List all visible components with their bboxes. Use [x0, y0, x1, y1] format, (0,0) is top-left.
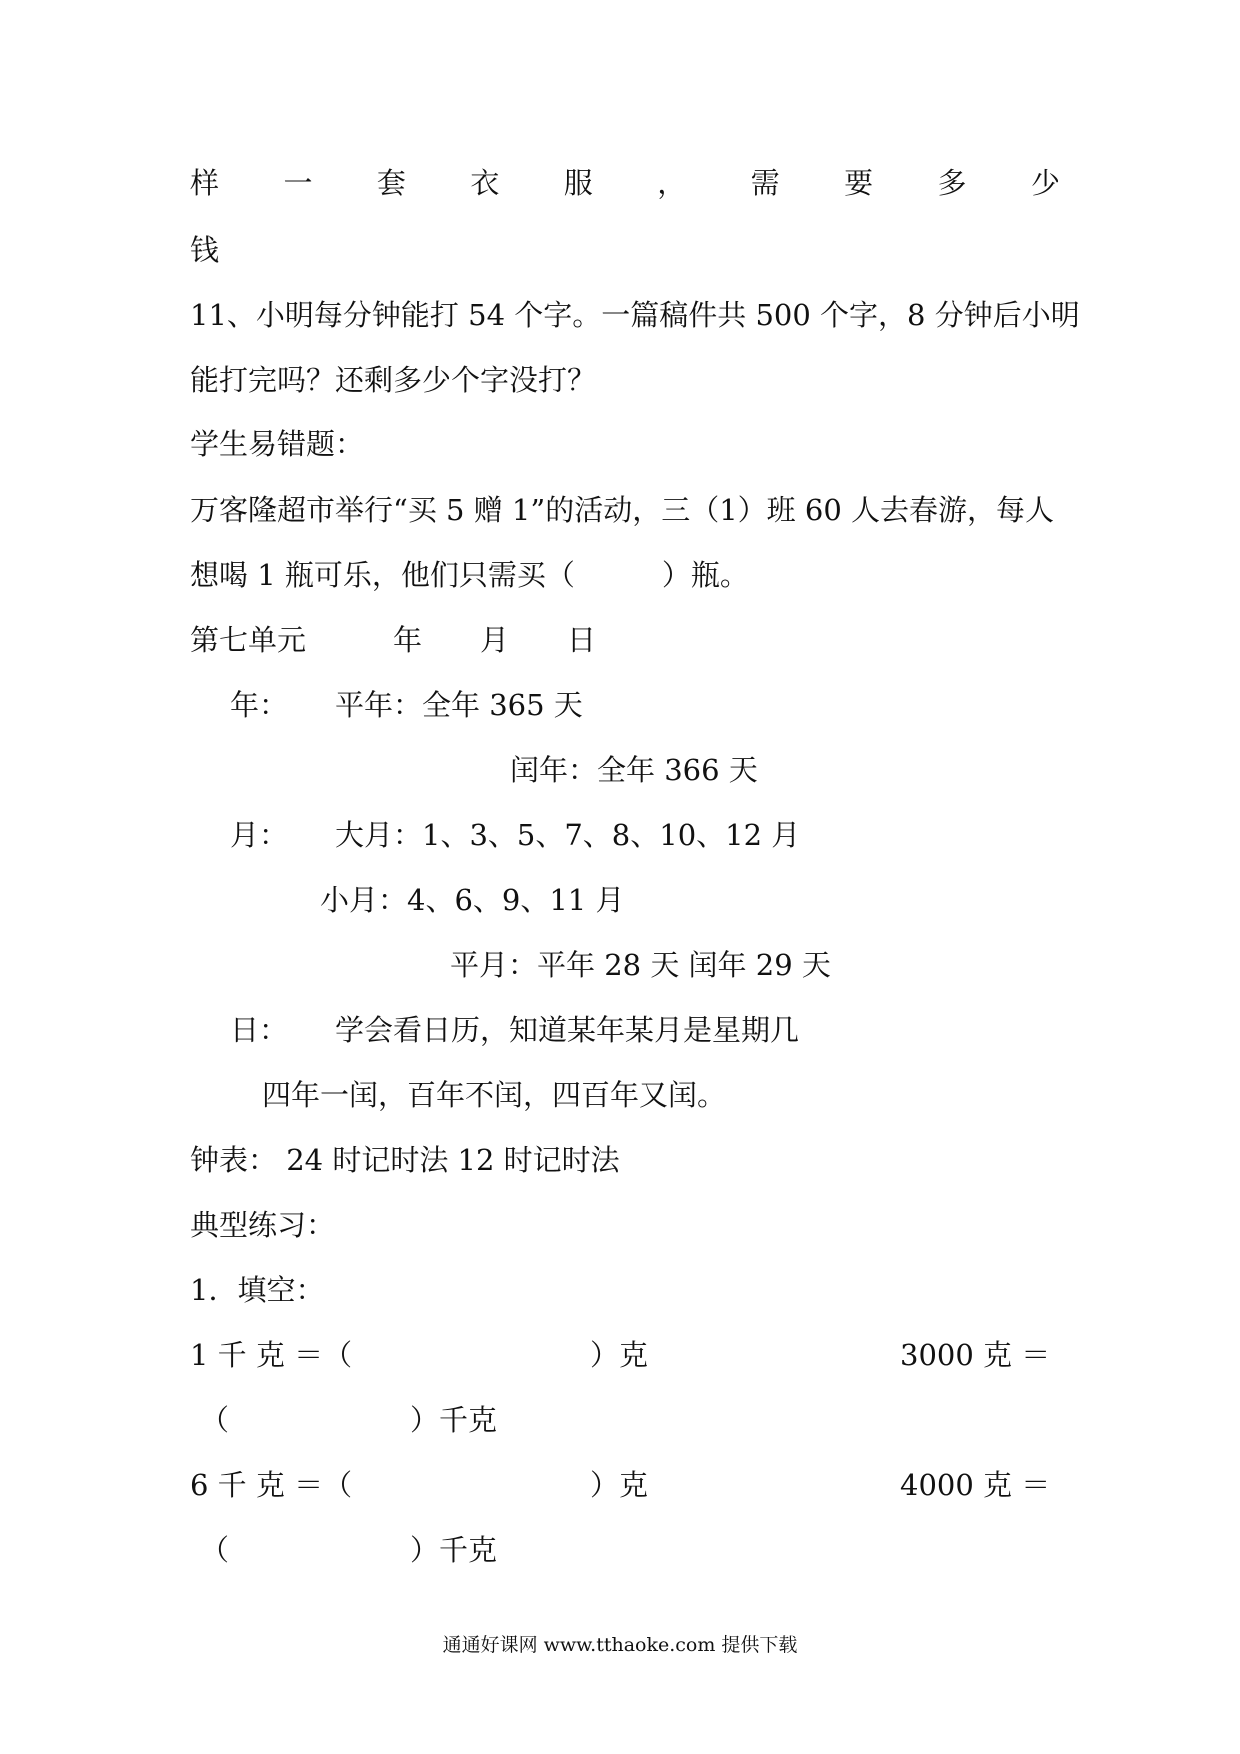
clock-line: 钟表： 24 时记时法 12 时记时法 — [190, 1143, 620, 1177]
line-1-char: 要 — [844, 166, 874, 200]
row2-left: （ — [200, 1403, 230, 1437]
line-1-char: ， — [657, 166, 687, 200]
row3-right: 4000 克 ＝ — [900, 1468, 1051, 1502]
row1-right: 3000 克 ＝ — [900, 1338, 1051, 1372]
unit-7-heading: 第七单元 年 月 日 — [190, 623, 597, 657]
line-1-char: 多 — [937, 166, 967, 200]
section-heading-mistakes: 学生易错题： — [190, 427, 365, 461]
common-year-text: 平年：全年 365 天 — [335, 688, 583, 722]
row3-mid: ）克 — [590, 1468, 649, 1502]
line-2: 钱 — [190, 233, 220, 267]
leap-rule-text: 四年一闰，百年不闰，四百年又闰。 — [262, 1078, 727, 1112]
leap-year-text: 闰年：全年 366 天 — [510, 753, 758, 787]
row1-left: 1 千 克 ＝（ — [190, 1338, 353, 1372]
row3-left: 6 千 克 ＝（ — [190, 1468, 353, 1502]
row1-mid: ）克 — [590, 1338, 649, 1372]
problem-11-line-2: 能打完吗？还剩多少个字没打？ — [190, 363, 597, 397]
line-1-char: 少 — [1030, 166, 1060, 200]
february-text: 平月：平年 28 天 闰年 29 天 — [450, 948, 831, 982]
line-1-char: 套 — [376, 166, 406, 200]
problem-11-line-1: 11、小明每分钟能打 54 个字。一篇稿件共 500 个字，8 分钟后小明 — [190, 298, 1080, 332]
line-1-char: 衣 — [470, 166, 500, 200]
line-1-char: 需 — [750, 166, 780, 200]
day-label: 日： — [230, 1013, 289, 1047]
calendar-text: 学会看日历，知道某年某月是星期几 — [335, 1013, 800, 1047]
month-label: 月： — [230, 818, 289, 852]
footer-source: 通通好课网 www.tthaoke.com 提供下载 — [442, 1634, 798, 1656]
mistake-problem-line-1: 万客隆超市举行“买 5 赠 1”的活动，三（1）班 60 人去春游，每人 — [190, 493, 1054, 527]
mistake-problem-line-2: 想喝 1 瓶可乐，他们只需买（ ）瓶。 — [190, 558, 749, 592]
line-1-char: 服 — [563, 166, 593, 200]
practice-heading: 典型练习： — [190, 1208, 336, 1242]
row4-right: ）千克 — [410, 1533, 498, 1567]
fill-blank-heading: 1．填空： — [190, 1273, 325, 1307]
line-1 — [190, 163, 1060, 203]
line-1-char: 一 — [283, 166, 313, 200]
year-label: 年： — [230, 688, 289, 722]
small-month-text: 小月：4、6、9、11 月 — [320, 883, 625, 917]
big-month-text: 大月：1、3、5、7、8、10、12 月 — [335, 818, 801, 852]
line-1-char: 样 — [190, 166, 220, 200]
row4-left: （ — [200, 1533, 230, 1567]
row2-right: ）千克 — [410, 1403, 498, 1437]
